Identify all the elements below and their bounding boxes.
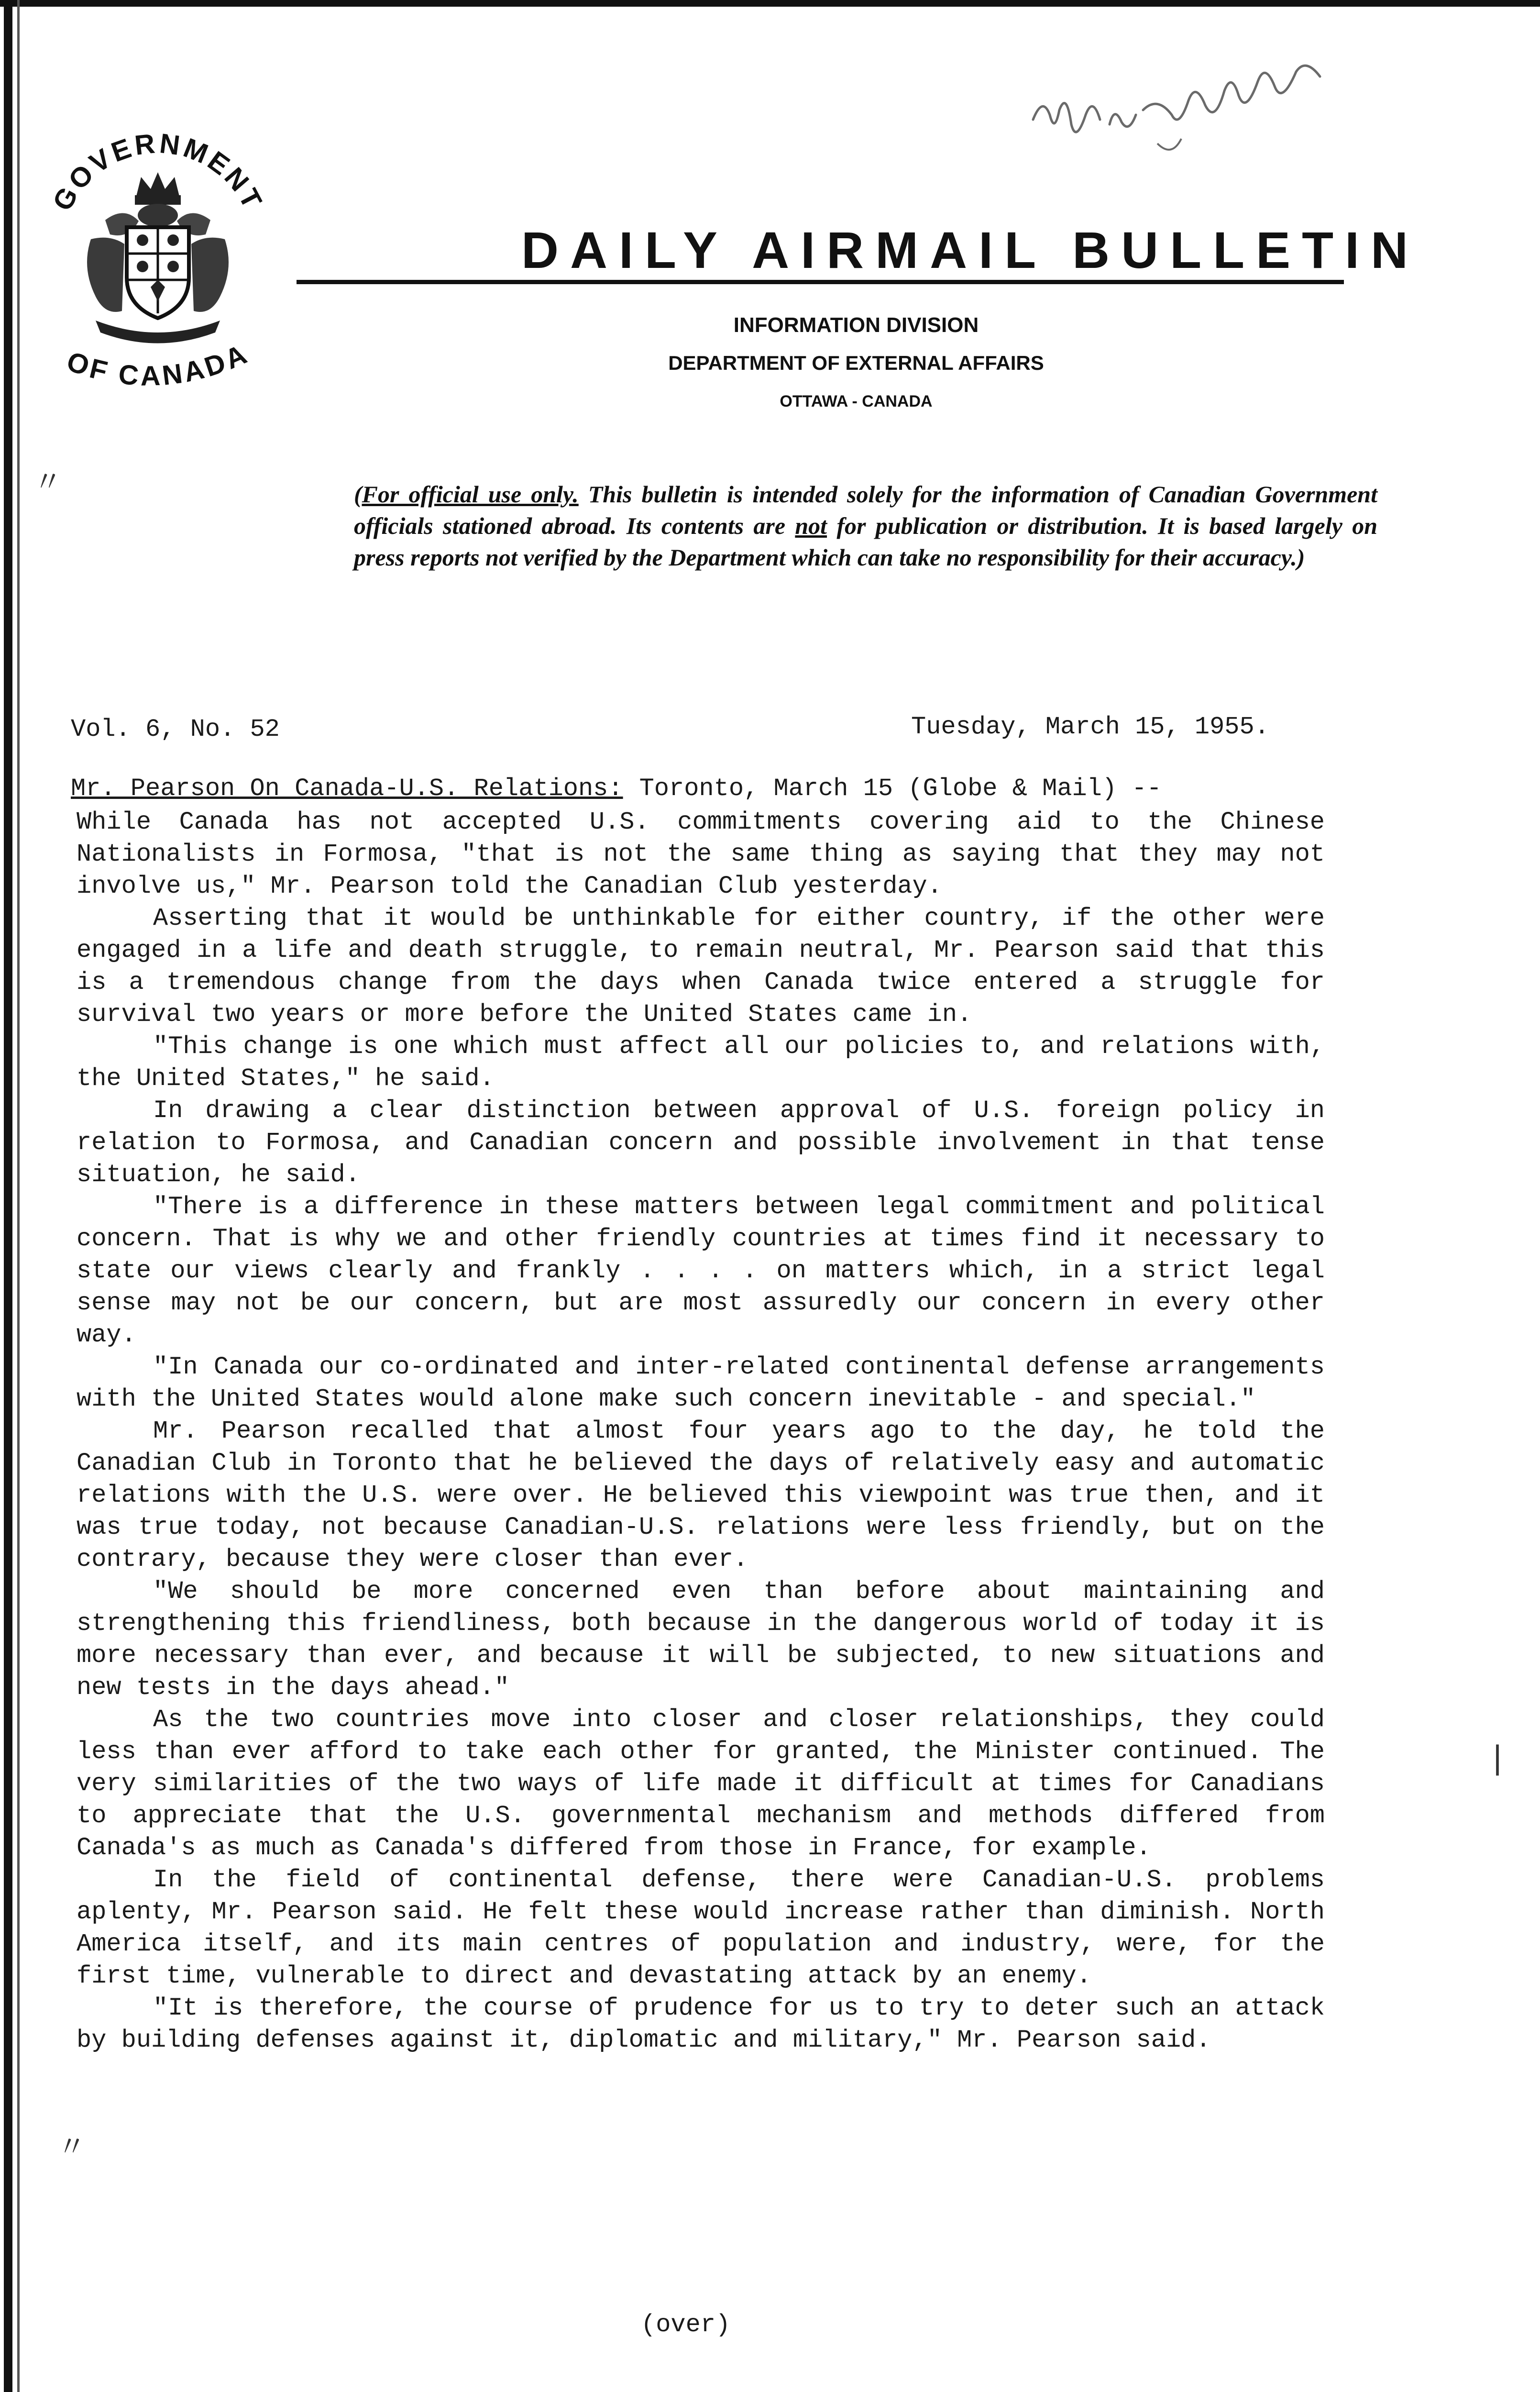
margin-tick-icon: |	[1487, 1741, 1508, 1779]
disclaimer-text-1: This bulletin is intended solely for the information of Canadian Government officials stationed abroad. Its contents are	[354, 481, 1378, 539]
article-paragraph: In drawing a clear distinction between approval of U.S. foreign policy in relation to Formosa, and Canadian concern and possible involvement in that tense situation, he said.	[77, 1096, 1325, 1189]
article-paragraph: While Canada has not accepted U.S. commitments covering aid to the Chinese Nationalists in Formosa, "that is not the same thing as saying that they may not involve us," Mr. Pearson told the Canadian Club yesterday.	[77, 808, 1325, 900]
margin-mark-icon: 〃	[33, 468, 62, 501]
article-paragraph: "This change is one which must affect all our policies to, and relations with, the United States," he said.	[77, 1032, 1325, 1093]
department-name: DEPARTMENT OF EXTERNAL AFFAIRS	[668, 352, 1044, 374]
page-top-edge	[0, 0, 1540, 7]
volume-number: Vol. 6, No. 52	[71, 715, 280, 743]
disclaimer-text-2: for publication or distribution. It is based largely on press reports not verified by the Department which can take no responsibility for their accuracy.)	[354, 512, 1377, 571]
continuation-marker: (over)	[641, 2311, 731, 2339]
title-rule	[297, 280, 1344, 284]
article-paragraph: "There is a difference in these matters between legal commitment and political concern. That is why we and other friendly countries at times find it necessary to state our views clearly and frankly . . . . on matters which, in a strict legal sense may not be our concern, but are most assuredly our concern in every other way.	[77, 1193, 1325, 1349]
article-headline	[71, 773, 1338, 805]
disclaimer-lead: (For official use only.	[354, 481, 579, 508]
article-paragraph: Asserting that it would be unthinkable for either country, if the other were engaged in a life and death struggle, to remain neutral, Mr. Pearson said that this is a tremendous change from the days when Canada twice entered a struggle for survival two years or more before the United States came in.	[77, 904, 1325, 1029]
article-paragraph: "We should be more concerned even than before about maintaining and strengthening this friendliness, both because in the dangerous world of today it is more necessary than ever, and because it will be subjected, to new situations and new tests in the days ahead."	[77, 1577, 1325, 1702]
article-paragraph: As the two countries move into closer and closer relationships, they could less than ever afford to take each other for granted, the Minister continued. The very similarities of the two ways of life made it difficult at times for Canadians to appreciate that the U.S. governmental mechanism and methods differed from Canada's as much as Canada's differed from those in France, for example.	[77, 1705, 1325, 1862]
handwritten-signature-icon	[1014, 43, 1349, 201]
article-paragraph: "In Canada our co-ordinated and inter-related continental defense arrangements with the United States would alone make such concern inevitable - and special."	[77, 1353, 1325, 1413]
seal-top-text: GOVERNMENT	[46, 127, 269, 216]
government-of-canada-seal	[33, 96, 282, 431]
confidentiality-notice	[354, 478, 1377, 573]
seal-bottom-text: OF CANADA	[63, 337, 254, 392]
disclaimer-emphasis: not	[795, 512, 827, 539]
location-line: OTTAWA - CANADA	[780, 392, 933, 410]
article-paragraph: "It is therefore, the course of prudence for us to try to deter such an attack by building defenses against it, diplomatic and military," Mr. Pearson said.	[77, 1994, 1325, 2054]
article-paragraph: In the field of continental defense, there were Canadian-U.S. problems aplenty, Mr. Pearson said. He felt these would increase rather than diminish. North America itself, and its main centres of population and industry, were, for the first time, vulnerable to direct and devastating attack by an enemy.	[77, 1866, 1325, 1990]
article-body	[77, 806, 1325, 2056]
article-dateline: Toronto, March 15 (Globe & Mail) --	[639, 775, 1162, 803]
article-paragraph: Mr. Pearson recalled that almost four years ago to the day, he told the Canadian Club in Toronto that he believed the days of relatively easy and automatic relations with the U.S. were over. He believed this viewpoint was true then, and it was true today, not because Canadian-U.S. relations were less friendly, but on the contrary, because they were closer than ever.	[77, 1417, 1325, 1573]
page-binding-edge-inner	[17, 0, 20, 2392]
issue-date: Tuesday, March 15, 1955.	[911, 713, 1269, 741]
article	[71, 773, 1338, 805]
coat-of-arms-icon	[33, 96, 282, 431]
article-heading: Mr. Pearson On Canada-U.S. Relations:	[71, 775, 623, 803]
bulletin-title: DAILY AIRMAIL BULLETIN	[521, 221, 1420, 279]
page-binding-edge	[4, 0, 12, 2392]
margin-mark-icon: 〃	[57, 2133, 86, 2166]
division-name: INFORMATION DIVISION	[733, 313, 979, 337]
